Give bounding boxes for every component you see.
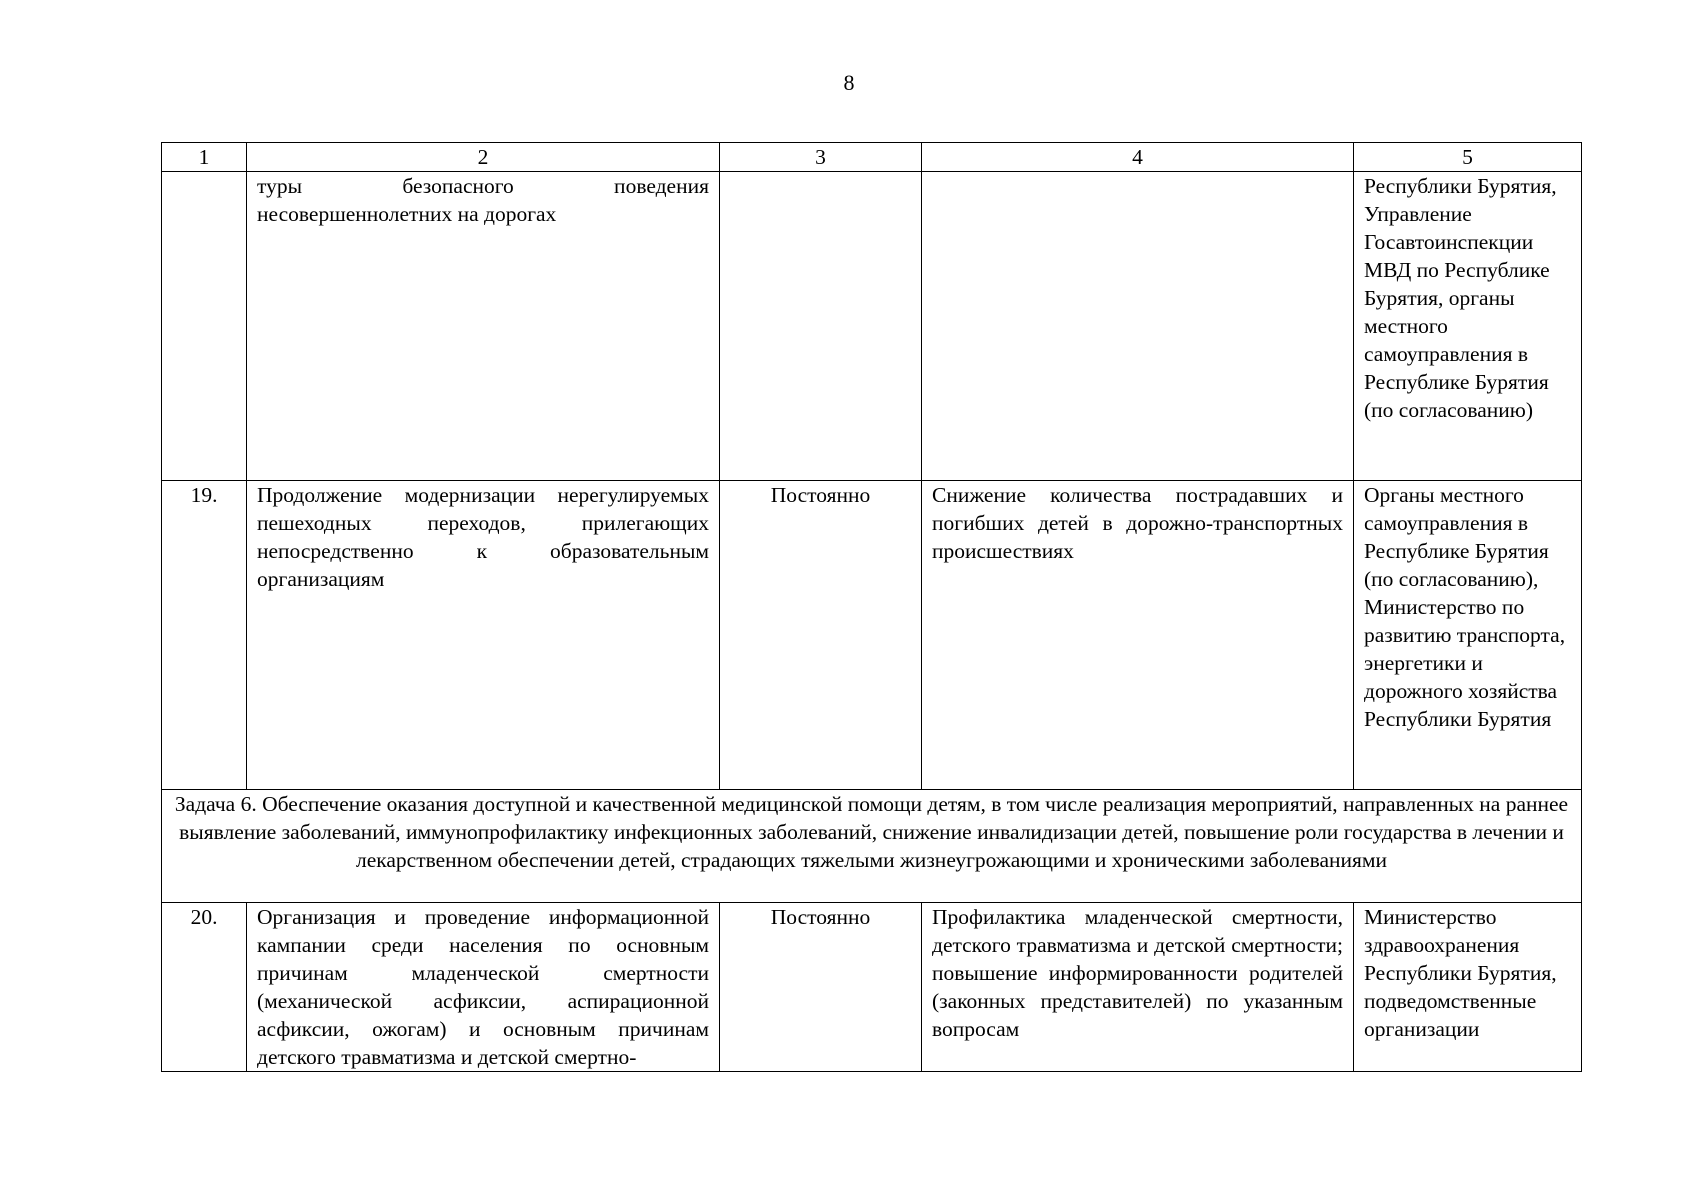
- table-row: [162, 481, 1582, 790]
- action-plan-table: [161, 142, 1582, 1072]
- table-body: [162, 172, 1582, 1072]
- row-number: 19.: [162, 481, 247, 790]
- responsible-cell: Министерство здравоохранения Республики Бурятия, подведомственные организации: [1354, 903, 1582, 1072]
- table-row: [162, 903, 1582, 1072]
- task-6-heading: Задача 6. Обеспечение оказания доступной и качественной медицинской помощи детям, в том числе реализация мероприятий, направленных на раннее выявление заболеваний, иммунопрофилактику инфекционных заболеваний, снижение инвалидизации детей, повышение роли государства в лечении и лекарственном обеспечении детей, страдающих тяжелыми жизнеугрожающими и хроническими заболеваниями: [162, 790, 1582, 903]
- table-header: [162, 143, 1582, 172]
- result-cell: Снижение количества пострадавших и погибших детей в дорожно-транспортных происшествиях: [922, 481, 1354, 790]
- column-header-4: 4: [922, 143, 1354, 172]
- responsible-cell: Органы местного самоуправления в Республике Бурятия (по согласованию), Министерство по развитию транспорта, энергетики и дорожного хозяйства Республики Бурятия: [1354, 481, 1582, 790]
- task-heading-row: [162, 790, 1582, 903]
- measure-cell: туры безопасного поведения несовершеннолетних на дорогах: [247, 172, 720, 481]
- page-number: 8: [843, 70, 855, 95]
- column-header-2: 2: [247, 143, 720, 172]
- column-header-3: 3: [720, 143, 922, 172]
- result-cell: [922, 172, 1354, 481]
- row-number: [162, 172, 247, 481]
- responsible-cell: Республики Бурятия, Управление Госавтоинспекции МВД по Республике Бурятия, органы местного самоуправления в Республике Бурятия (по согласованию): [1354, 172, 1582, 481]
- period-cell: Постоянно: [720, 903, 922, 1072]
- column-header-1: 1: [162, 143, 247, 172]
- period-cell: Постоянно: [720, 481, 922, 790]
- column-header-5: 5: [1354, 143, 1582, 172]
- period-cell: [720, 172, 922, 481]
- table-row: [162, 172, 1582, 481]
- header-row: [162, 143, 1582, 172]
- measure-cell: Продолжение модернизации нерегулируемых пешеходных переходов, прилегающих непосредственно к образовательным организациям: [247, 481, 720, 790]
- row-number: 20.: [162, 903, 247, 1072]
- measure-cell: Организация и проведение информационной кампании среди населения по основным причинам младенческой смертности (механической асфиксии, аспирационной асфиксии, ожогам) и основным причинам детского травматизма и детской смертно-: [247, 903, 720, 1072]
- result-cell: Профилактика младенческой смертности, детского травматизма и детской смертности; повышение информированности родителей (законных представителей) по указанным вопросам: [922, 903, 1354, 1072]
